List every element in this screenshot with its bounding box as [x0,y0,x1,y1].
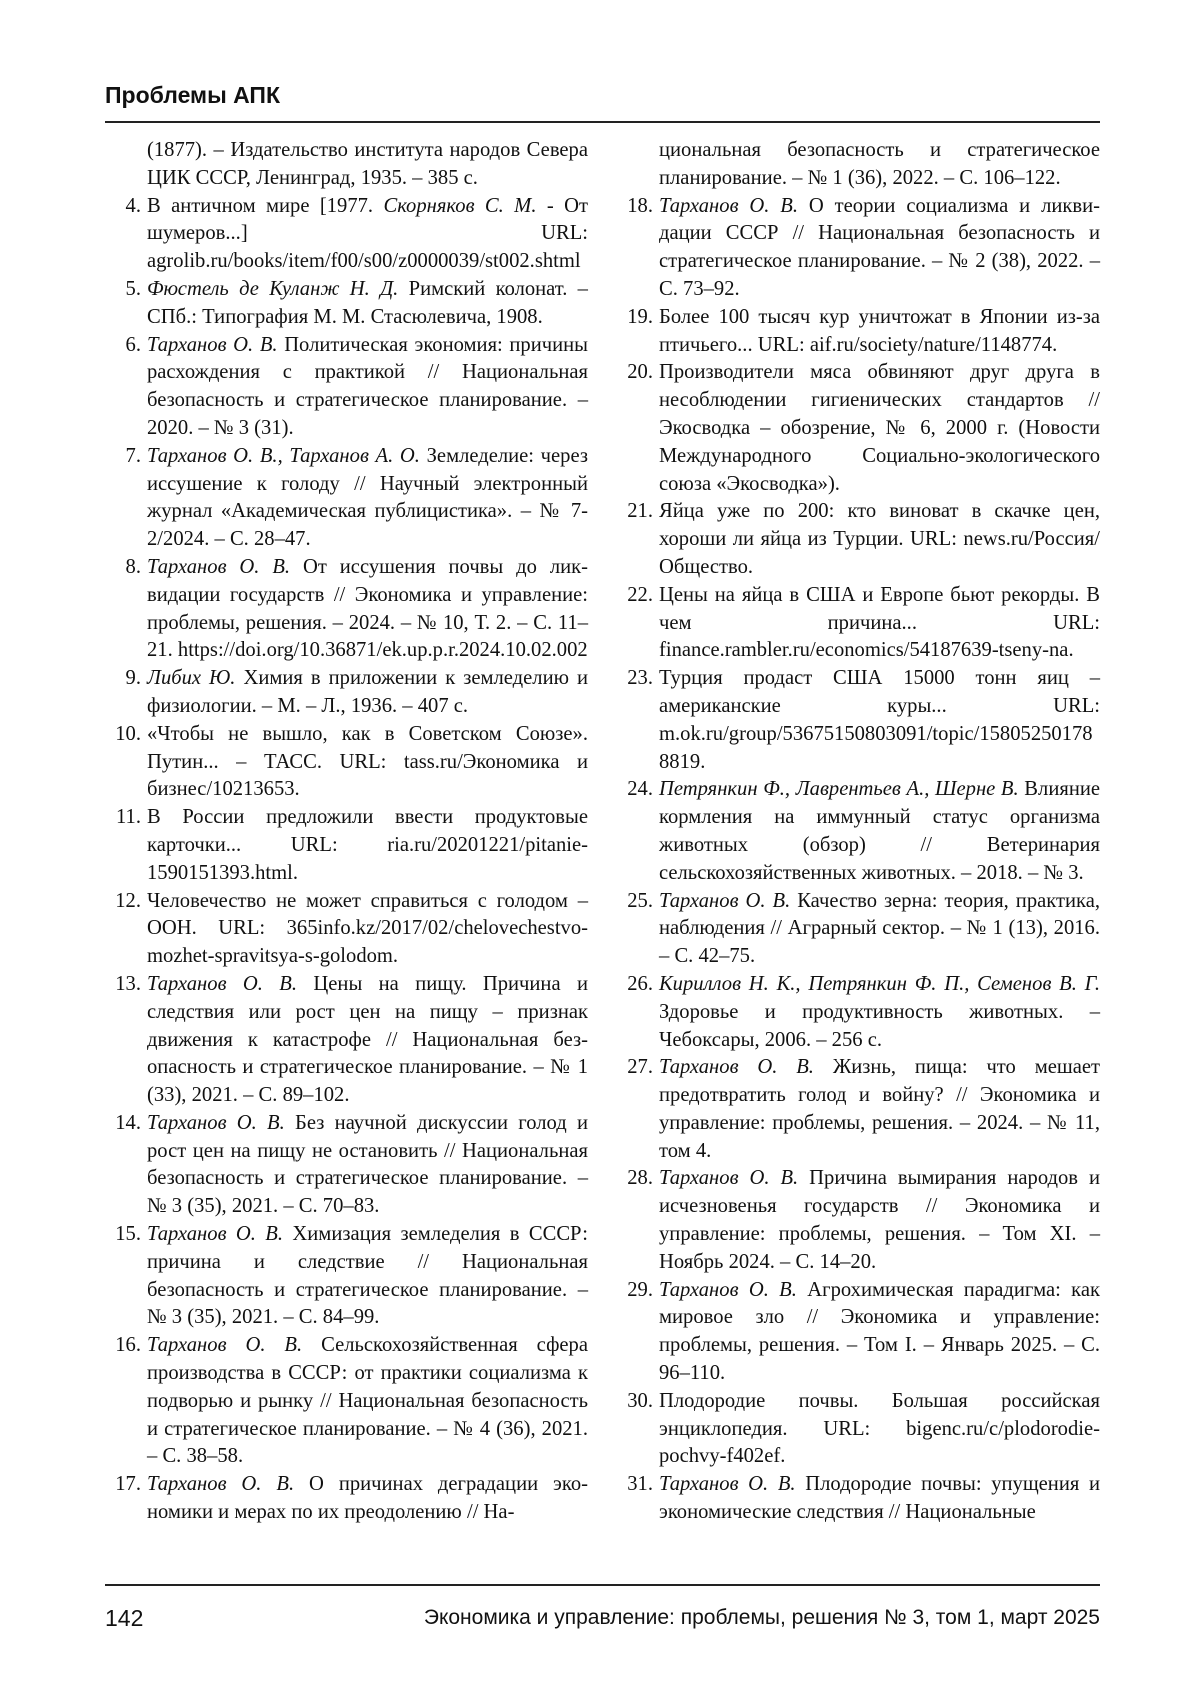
reference-entry [617,665,1100,776]
reference-text-segment: Римский колонат. – СПб.: Типография М. М. Стасюлевича, 1908. [147,278,588,328]
reference-text [147,1221,588,1332]
reference-text-segment: Здоровье и продуктивность живот­ных. – Чебоксары, 2006. – 256 с. [659,1001,1100,1051]
reference-text-segment: Цены на яйца в США и Европе бьют рекор­ды. В чем причина... URL: finance.rambler.ru/economics/54187639-tseny-na. [659,584,1100,662]
reference-entry [617,582,1100,665]
reference-entry [617,193,1100,304]
reference-author: Тарханов О. В. [147,1112,285,1134]
reference-entry [105,804,588,887]
reference-number: 9. [105,665,147,721]
reference-number: 10. [105,721,147,804]
reference-text [659,1277,1100,1388]
reference-text [147,804,588,887]
reference-text-segment: Более 100 тысяч кур уничтожат в Япо­нии из-за птичьего... URL: aif.ru/society/nature/1148774. [659,306,1100,356]
reference-entry [105,1471,588,1527]
reference-author: Либих Ю. [147,667,235,689]
reference-author: Фюстель де Куланж Н. Д. [147,278,398,300]
reference-text-segment: В России предложили ввести продук­товые карточки... URL: ria.ru/20201221/pitanie-1590151393.html. [147,806,588,884]
reference-author: Тарханов О. В. [659,1279,797,1301]
reference-number: 17. [105,1471,147,1527]
journal-footer: Экономика и управление: проблемы, решения № 3, том 1, март 2025 [424,1603,1100,1633]
reference-entry [617,1165,1100,1276]
reference-author: Петрянкин Ф., Лаврентьев А., Шерне В. [659,778,1019,800]
reference-entry [617,137,1100,193]
reference-entry [105,721,588,804]
reference-text [659,1388,1100,1471]
reference-text-segment: Яйца уже по 200: кто виноват в скачке цен, хороши ли яйца из Турции. URL: news.ru/Россия/Общество. [659,500,1100,578]
reference-entry [617,971,1100,1054]
reference-entry [105,1332,588,1471]
header-rule [105,121,1100,123]
reference-entry [105,888,588,971]
reference-text [147,721,588,804]
reference-entry [617,888,1100,971]
reference-text-segment: Цены на пищу. Причина и следствия или рост цен на пищу – признак движения к катастрофе // Национальная без­опасность и стратегическое планирование. – № 1 (33), 2021. – С. 89–102. [147,973,588,1106]
reference-author: Тарханов О. В. [659,1056,814,1078]
reference-text-segment: - От шумеров...] URL: agrolib.ru/books/item/f00/s00/z0000039/st002.shtml [147,195,588,273]
reference-text-segment: Политическая экономия: причины расхождения с практикой // Националь­ная безопасность и стратегическое планиро­вание. – 2020. – № 3 (31). [147,334,588,439]
reference-text-segment: О теории социализма и ликви­дации СССР // Национальная безопасность и стратегическое планирование. – № 2 (38), 2022. – С. 73–92. [659,195,1100,300]
reference-entry [617,1277,1100,1388]
reference-entry [105,193,588,276]
reference-author: Тарханов О. В. [147,334,278,356]
reference-number: 8. [105,554,147,665]
reference-text-segment: циональная безопасность и стратегическое планирование. – № 1 (36), 2022. – С. 106–122. [659,139,1100,189]
reference-text [147,1471,588,1527]
reference-author: Тарханов О. В. [659,1167,798,1189]
reference-entry [617,304,1100,360]
reference-text [147,332,588,443]
reference-text [147,665,588,721]
reference-number: 12. [105,888,147,971]
reference-text-segment: Земледелие: через иссушение к голоду // Научный элек­тронный журнал «Академическая публици­стика». – № 7-2/2024. – С. 28–47. [147,445,588,550]
reference-text [659,1471,1100,1527]
reference-entry [617,1388,1100,1471]
reference-text [147,443,588,554]
reference-number: 5. [105,276,147,332]
reference-entry [105,443,588,554]
references-columns [105,137,1100,1577]
reference-entry [105,1221,588,1332]
reference-entry [105,1110,588,1221]
reference-author: Тарханов О. В. [147,1334,302,1356]
reference-text [659,1165,1100,1276]
reference-number: 24. [617,776,659,887]
reference-author: Тарханов О. В. [147,556,290,578]
reference-text-segment: Человечество не может справиться с го­лодом – ООН. URL: 365info.kz/2017/02/chelovechestvo-mozhet-spravitsya-s-golodom. [147,890,588,968]
reference-text-segment: Без научной дискуссии голод и рост цен на пищу не остановить // Нацио­нальная безопасность и стратегическое пла­нирование. – № 3 (35), 2021. – С. 70–83. [147,1112,588,1217]
page-number: 142 [105,1603,143,1633]
reference-number: 23. [617,665,659,776]
reference-number: 30. [617,1388,659,1471]
reference-number: 4. [105,193,147,276]
reference-author: Тарханов О. В. [659,890,790,912]
reference-author: Тарханов О. В. [659,195,798,217]
reference-author: Тарханов О. В. [147,1473,294,1495]
reference-text-segment: Турция продаст США 15000 тонн яиц – американские куры... URL: m.ok.ru/group/53675150803091/topic/158052501788819. [659,667,1100,772]
reference-text-segment: Влияние кормления на иммунный статус организма животных (обзор) // Ветеринария сельскохозяйственных животных. – 2018. – № 3. [659,778,1100,883]
reference-text [147,193,588,276]
reference-entry [105,971,588,1110]
reference-author: Тарханов О. В. [147,973,297,995]
reference-text [659,888,1100,971]
reference-text-segment: Плодородие почвы: упущения и экономические следствия // Национальные [659,1473,1100,1523]
reference-number: 18. [617,193,659,304]
reference-number: 27. [617,1054,659,1165]
reference-text [659,776,1100,887]
reference-number [617,137,659,193]
reference-author: Тарханов О. В. [659,1473,796,1495]
reference-text-segment: Химизация земледелия в СССР: причина и следствие // Националь­ная безопасность и стратегическое планиро­вание. – № 3 (35), 2021. – С. 84–99. [147,1223,588,1328]
reference-text [659,359,1100,498]
reference-text [147,971,588,1110]
reference-text-segment: От иссушения почвы до лик­видации государств // Экономика и управ­ление: проблемы, решения. – 2024. – № 10, Т. 2. – С. 11–21. https://doi.org/10.36871/ek.up.p.r.2024.10.02.002 [147,556,588,661]
reference-text-segment: Химия в приложении к земледе­лию и физиологии. – М. – Л., 1936. – 407 с. [147,667,588,717]
reference-text-segment: Качество зерна: теория, прак­тика, наблюдения // Аграрный сектор. – № 1 (13), 2016. – С. 42–75. [659,890,1100,968]
reference-number: 29. [617,1277,659,1388]
reference-number: 15. [105,1221,147,1332]
reference-entry [617,776,1100,887]
reference-entry [105,554,588,665]
reference-text-segment: О причинах деградации эко­номики и мерах по их преодолению // На- [147,1473,588,1523]
reference-entry [617,1054,1100,1165]
reference-text [147,276,588,332]
reference-text [659,304,1100,360]
reference-number: 11. [105,804,147,887]
reference-text-segment: Причина вымирания наро­дов и исчезновенья государств // Экономи­ка и управление: проблемы, решения. – Том XI. – Ноябрь 2024. – С. 14–20. [659,1167,1100,1272]
reference-text [147,137,588,193]
reference-text [659,582,1100,665]
reference-entry [617,359,1100,498]
reference-text [659,193,1100,304]
reference-number: 31. [617,1471,659,1527]
reference-text [659,1054,1100,1165]
reference-text [147,1110,588,1221]
reference-entry [105,137,588,193]
reference-text [659,498,1100,581]
reference-number: 21. [617,498,659,581]
reference-entry [617,498,1100,581]
reference-number: 14. [105,1110,147,1221]
reference-text-segment: «Чтобы не вышло, как в Советском Союзе». Путин... – ТАСС. URL: tass.ru/Экономика и бизнес/10213653. [147,723,588,801]
reference-number: 26. [617,971,659,1054]
reference-text [147,554,588,665]
reference-number: 6. [105,332,147,443]
reference-number: 16. [105,1332,147,1471]
reference-number: 13. [105,971,147,1110]
right-column [617,137,1100,1577]
reference-number: 25. [617,888,659,971]
reference-text-segment: Производители мяса обвиняют друг друга в несоблюдении гигиенических стандартов // Экосводка – обозрение, № 6, 2000 г. (Новости Международного Социально-экологического союза «Экосводка»). [659,361,1100,494]
reference-text [147,1332,588,1471]
reference-number: 28. [617,1165,659,1276]
reference-text [659,137,1100,193]
left-column [105,137,588,1577]
footer-rule [105,1584,1100,1586]
reference-text-segment: Сельскохозяйственная сфера производства в СССР: от практики социализ­ма к подворью и рынку // Национальная без­опасность и стратегическое планирование. – № 4 (36), 2021. – С. 38–58. [147,1334,588,1467]
reference-number [105,137,147,193]
reference-number: 19. [617,304,659,360]
reference-text [659,971,1100,1054]
reference-entry [617,1471,1100,1527]
reference-number: 7. [105,443,147,554]
reference-text-segment: Агрохимическая парадигма: как мировое зло // Экономика и управление: проблемы, решения. – Том I. – Январь 2025. – С. 96–110. [659,1279,1100,1384]
reference-text-segment: В античном мире [1977. [147,195,383,217]
running-header: Проблемы АПК [105,80,280,110]
reference-entry [105,332,588,443]
reference-text-segment: Плодородие почвы. Большая российская энциклопедия. URL: bigenc.ru/c/plodorodie-pochvy-f402ef. [659,1390,1100,1468]
reference-number: 22. [617,582,659,665]
reference-author: Кириллов Н. К., Петрянкин Ф. П., Семе­нов В. Г. [659,973,1100,995]
reference-entry [105,276,588,332]
reference-author: Тарханов О. В., Тарханов А. О. [147,445,420,467]
reference-text-segment: Жизнь, пища: что мешает предотвратить голод и войну? // Экономика и управление: проблемы, решения. – 2024. – № 11, том 4. [659,1056,1100,1161]
reference-entry [105,665,588,721]
reference-number: 20. [617,359,659,498]
reference-text [659,665,1100,776]
reference-author: Скорняков С. М. [383,195,536,217]
reference-author: Тарханов О. В. [147,1223,283,1245]
reference-text-segment: (1877). – Издательство института народов Севера ЦИК СССР, Ленинград, 1935. – 385 с. [147,139,588,189]
reference-text [147,888,588,971]
